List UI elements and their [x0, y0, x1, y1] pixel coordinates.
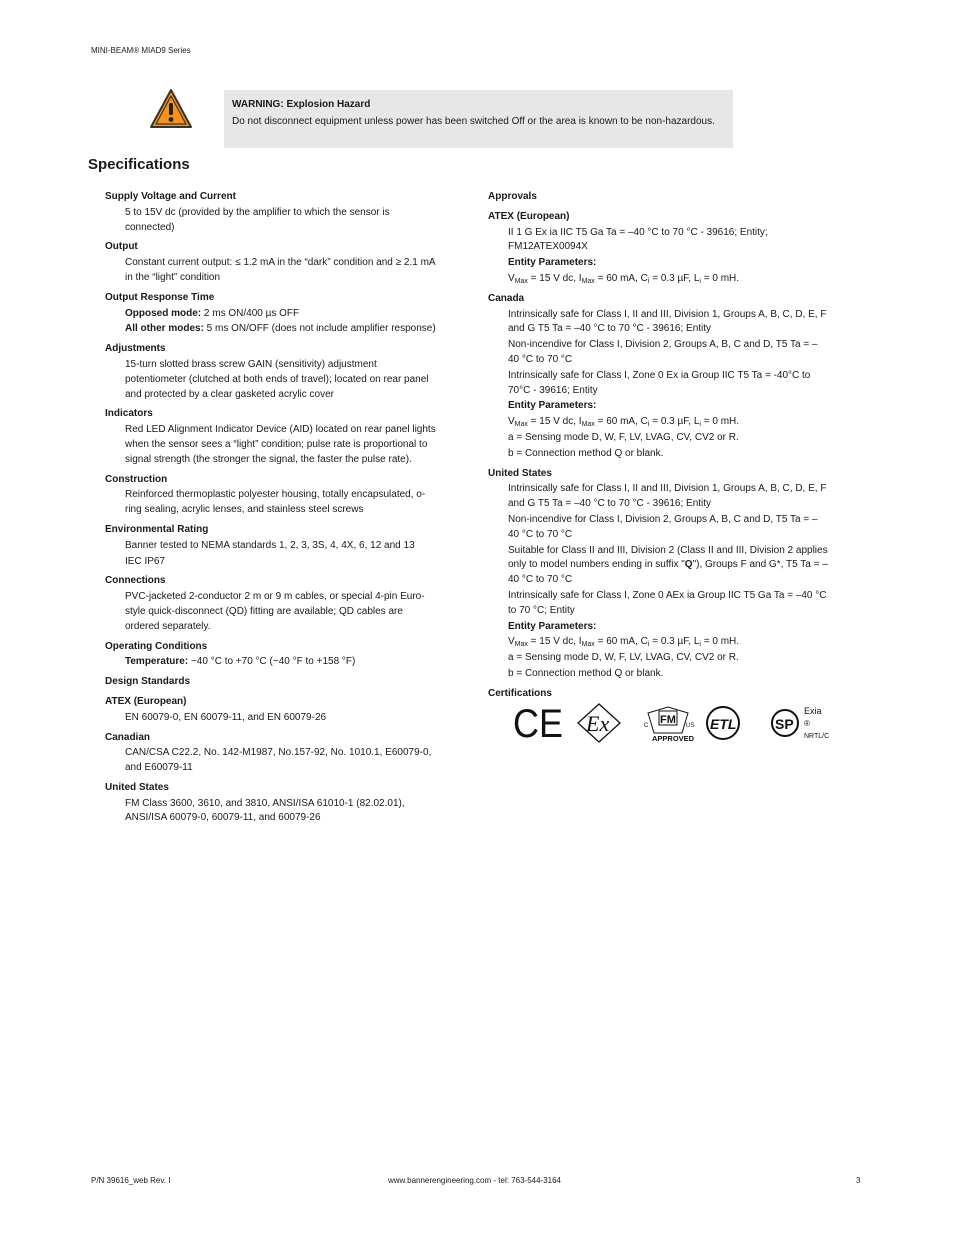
atex-approval-body: II 1 G Ex ia IIC T5 Ga Ta = –40 °C to 70 °C - 39616; Entity; FM12ATEX0094X Entity Parameters: $V_{Max} = 15$ V dc, $I_{Max} = 60$ mA, $C_i = 0.3$ µF, $L_i = 0$ mH. [488, 226, 828, 287]
us-approval-heading: United States [488, 467, 552, 479]
entity-parameters: $V_{Max} = 15$ V dc, $I_{Max} = 60$ mA, $C_i = 0.3$ µF, $L_i = 0$ mH. [508, 272, 740, 285]
response-body: Opposed mode: 2 ms ON/400 µs OFF All other modes: 5 ms ON/OFF (does not include amplifier response) [125, 307, 436, 335]
footer-part-number: P/N 39616_web Rev. I [91, 1176, 171, 1185]
footer-page-number: 3 [856, 1176, 861, 1185]
us-standards-heading: United States [105, 781, 169, 793]
canada-approval-body: Intrinsically safe for Class I, II and III, Division 1, Groups A, B, C, D, E, F and G T5 Ta = –40 °C to 70 °C - 39616; Entity Non-incendive for Class I, Division 2, Groups A, B, C and D, T5 Ta = –40 °C to 70 °C Intrinsically safe for Class I, Zone 0 Ex ia Group IIC T5 Ta = -40°C to 70°C - 39616; Entity Entity Parameters: $V_{Max} = 15$ V dc, $I_{Max} = 60$ mA, $C_i = 0.3$ µF, $L_i = 0$ mH. a = Sensing mode D, W, F, LV, LVAG, CV, CV2 or R. b = Connection method Q or blank. [508, 308, 827, 459]
svg-text:US: US [686, 723, 695, 729]
svg-text:Exia: Exia [804, 706, 822, 716]
svg-text:NRTL/C: NRTL/C [804, 733, 830, 740]
svg-text:CE: CE [513, 703, 563, 743]
connections-body: PVC-jacketed 2-conductor 2 m or 9 m cables, or special 4-pin Euro-style quick-disconnect (QD) fitting are available; QD cables are ordered separately. [125, 591, 425, 632]
supply-body: 5 to 15V dc (provided by the amplifier to which the sensor is connected) [125, 206, 390, 233]
environmental-heading: Environmental Rating [105, 523, 209, 535]
page-title: Specifications [88, 156, 190, 173]
atex-approval-heading: ATEX (European) [488, 210, 570, 222]
certification-logos [512, 703, 842, 743]
svg-text:ETL: ETL [710, 716, 737, 732]
construction-body: Reinforced thermoplastic polyester housing, totally encapsulated, o-ring sealing, acrylic lenses, and stainless steel screws [125, 489, 426, 516]
svg-text:C: C [644, 723, 649, 729]
environmental-body: Banner tested to NEMA standards 1, 2, 3, 3S, 4, 4X, 6, 12 and 13 IEC IP67 [125, 539, 415, 567]
svg-text:®: ® [804, 719, 810, 728]
footer-contact: www.bannerengineering.com - tel: 763-544-3164 [388, 1176, 561, 1185]
connections-heading: Connections [105, 575, 166, 587]
entity-parameters: $V_{Max} = 15$ V dc, $I_{Max} = 60$ mA, $C_i = 0.3$ µF, $L_i = 0$ mH. [508, 636, 740, 649]
us-standards-body: FM Class 3600, 3610, and 3810, ANSI/ISA 61010-1 (82.02.01), ANSI/ISA 60079-0, 60079-11, and 60079-26 [125, 797, 405, 824]
csa-mark-icon [770, 703, 842, 743]
atex-standards-body: EN 60079-0, EN 60079-11, and EN 60079-26 [125, 711, 327, 723]
operating-body: Temperature: −40 °C to +70 °C (−40 °F to +158 °F) [125, 656, 356, 668]
adjustments-heading: Adjustments [105, 343, 166, 355]
operating-heading: Operating Conditions [105, 640, 208, 652]
output-heading: Output [105, 241, 138, 253]
canadian-standards-heading: Canadian [105, 731, 151, 743]
supply-heading: Supply Voltage and Current [105, 191, 236, 202]
warning-triangle-icon [149, 88, 193, 130]
adjustments-body: 15-turn slotted brass screw GAIN (sensitivity) adjustment potentiometer (clutched at both ends of travel); located on rear panel and protected by a clear gasketed acrylic cover [125, 358, 429, 400]
ce-mark-icon [512, 703, 564, 743]
indicators-heading: Indicators [105, 408, 153, 420]
atex-standards-heading: ATEX (European) [105, 695, 187, 707]
canadian-standards-body: CAN/CSA C22.2, No. 142-M1987, No.157-92, No. 1010.1, E60079-0, and E60079-11 [125, 747, 432, 774]
certifications-heading: Certifications [488, 687, 552, 699]
svg-text:FM: FM [660, 714, 676, 726]
warning-box [224, 90, 733, 148]
entity-parameters: $V_{Max} = 15$ V dc, $I_{Max} = 60$ mA, $C_i = 0.3$ µF, $L_i = 0$ mH. [508, 416, 740, 429]
approvals-heading: Approvals [488, 191, 537, 202]
design-standards-heading: Design Standards [105, 676, 191, 688]
etl-listed-mark-icon [704, 703, 742, 743]
svg-text:APPROVED: APPROVED [652, 734, 695, 743]
specs-left-column [105, 190, 440, 827]
indicators-body: Red LED Alignment Indicator Device (AID) located on rear panel lights when the sensor sees a “light” condition; pulse rate is proportional to signal strength (the stronger the signal, the faster the pulse rate). [125, 424, 436, 465]
us-approval-body: Intrinsically safe for Class I, II and III, Division 1, Groups A, B, C, D, E, F and G T5 Ta = –40 °C to 70 °C - 39616; Entity Non-incendive for Class I, Division 2, Groups A, B, C and D, T5 Ta = –40 °C to 70 °C Suitable for Class II and III, Division 2 (Class II and III, Division 2 applies only to model numbers ending in suffix "Q"), Groups F and G*, T5 Ta = –40 °C to 70 °C Intrinsically safe for Class I, Zone 0 AEx ia Group IIC T5 Ga Ta = –40 °C to 70 °C; Entity Entity Parameters: $V_{Max} = 15$ V dc, $I_{Max} = 60$ mA, $C_i = 0.3$ µF, $L_i = 0$ mH. a = Sensing mode D, W, F, LV, LVAG, CV, CV2 or R. b = Connection method Q or blank. [508, 483, 828, 679]
warning-title: WARNING: Explosion Hazard [232, 99, 371, 110]
response-heading: Output Response Time [105, 291, 215, 303]
canada-approval-heading: Canada [488, 292, 525, 304]
warning-text: Do not disconnect equipment unless power has been switched Off or the area is known to be non-hazardous. [232, 116, 715, 127]
specs-right-column [488, 190, 828, 702]
svg-text:SP: SP [775, 716, 794, 732]
svg-text:Ex: Ex [586, 711, 610, 736]
construction-heading: Construction [105, 473, 168, 485]
running-header: MINI-BEAM® MIAD9 Series [91, 46, 191, 55]
ex-atex-mark-icon [576, 703, 622, 743]
output-body: Constant current output: ≤ 1.2 mA in the “dark” condition and ≥ 2.1 mA in the “light” condition [125, 257, 436, 283]
fm-approved-mark-icon [640, 703, 696, 743]
